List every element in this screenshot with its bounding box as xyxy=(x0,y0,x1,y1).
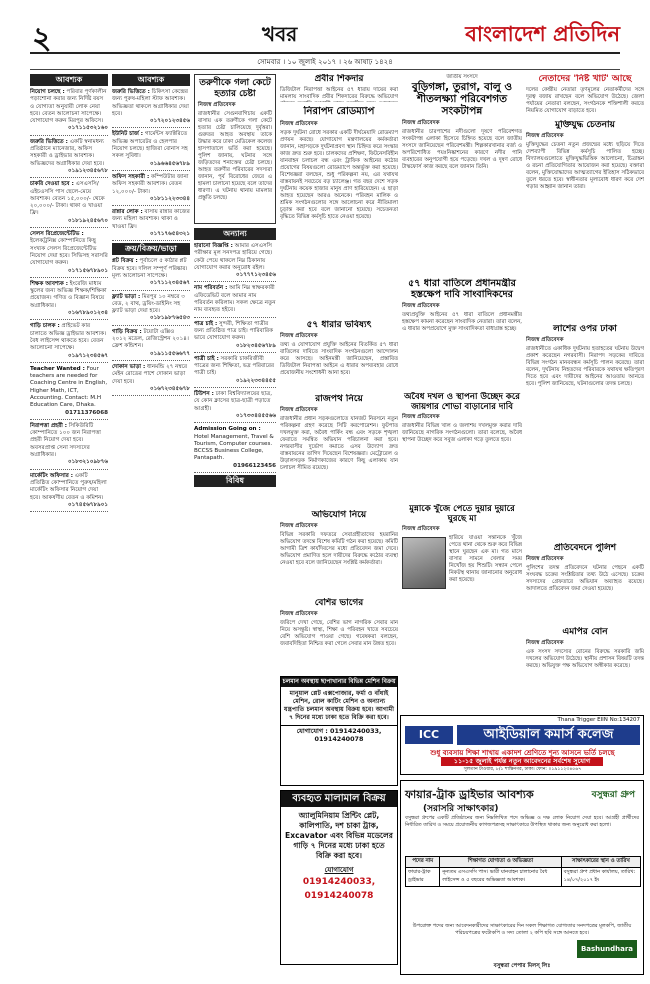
ad-body: ইলেকট্রনিক্স কোম্পানিতে কিছু সংখ্যক সেলস রিপ্রেজেন্টেটিভ নিয়োগ দেয়া হবে। সিভিসহ সরাসরি যোগাযোগ করুন। xyxy=(30,238,108,267)
ad-title: গাড়ি চালক : xyxy=(30,323,60,330)
story-body: তথ্য ও যোগাযোগ প্রযুক্তি আইনের বিতর্কিত ৫৭ ধারা বাতিলের দাবিতে সাংবাদিক সংগঠনগুলো আন্দোলন করে আসছে। আইনমন্ত্রী জানিয়েছেন, প্রস্তাবিত ডিজিটাল নিরাপত্তা আইনে এ ধারার অপব্যবহার রোধে প্রয়োজনীয় সংশোধনী আনা হবে। xyxy=(280,342,398,376)
table-cell: বসুন্ধরা গ্রুপ প্রধান কার্যালয়, তারিখ: ১৪/০৭/২০১৭ ইং xyxy=(561,868,640,887)
ad-body: ইংরেজি মাধ্যম স্কুলের জন্য অভিজ্ঞ শিক্ষক/শিক্ষিকা প্রয়োজন। গণিত ও বিজ্ঞান বিষয়ে অগ্রাধিকার। xyxy=(30,280,107,309)
story-byline: নিজস্ব প্রতিবেদক xyxy=(280,611,318,617)
classified-ad xyxy=(194,355,276,388)
ad-body: আমার এসএসসি পরীক্ষার মূল সনদপত্র হারিয়ে গেছে। কেউ পেয়ে থাকলে নিম্ন ঠিকানায় যোগাযোগ করার অনুরোধ রইল। xyxy=(194,243,273,271)
story-dhaka-dead xyxy=(526,324,644,539)
story-body: রাজধানীর প্রধান সড়কগুলোতে যানজট নিরসনে নতুন পরিকল্পনা গ্রহণ করেছে সিটি করপোরেশন। ফুটপাত দখলমুক্ত করা, অবৈধ পার্কিং বন্ধ এবং সড়কে শৃঙ্খলা ফেরাতে সমন্বিত অভিযান পরিচালনা করা হবে। নগরবাসীর দুর্ভোগ কমাতে এসব উদ্যোগ দ্রুত বাস্তবায়নের তাগিদ দিয়েছেন বিশেষজ্ঞরা। মেট্রোরেল ও উড়ালসড়ক নির্মাণকাজের কারণে কিছু এলাকায় যান চলাচল সীমিত রয়েছে। xyxy=(280,416,398,471)
ad-body: সরকারি চাকরিজীবী পাত্রের জন্য শিক্ষিতা, ভদ্র পরিবারের পাত্রী চাই। xyxy=(194,355,275,377)
ad-phone: ০১৯২২৩৩৪৪৫৫ xyxy=(236,377,276,384)
story-byline: নিজস্ব প্রতিবেদক xyxy=(280,407,318,413)
story-throat-slit xyxy=(194,74,276,224)
ad-title: মার্কেটিং অফিসার : xyxy=(30,472,74,479)
ad-phone: ০১৭৭৭১২৩৪৫৬ xyxy=(236,272,276,279)
ad-eiin: Thana Trigger EIIN No:134207 xyxy=(557,717,640,723)
story-headline: মুক্তিযুদ্ধ চেতনায় xyxy=(555,120,615,130)
classified-ad xyxy=(112,88,190,128)
classified-ad xyxy=(30,88,108,136)
ad-title: Teacher Wanted : xyxy=(30,365,85,372)
story-headline: তরুণীকে গলা কেটে হত্যার চেষ্টা xyxy=(199,78,271,99)
story-headline: ৫৭ ধারা বাতিলে প্রধানমন্ত্রীর হস্তক্ষেপ দাবি সাংবাদিকদের xyxy=(408,278,516,300)
story-rajpath xyxy=(280,394,398,506)
ad-body: গার্মেন্টস ফ্যাক্টরিতে অভিজ্ঞ অপারেটর ও হেলপার নিয়োগ চলছে। হাজিরা বোনাস সহ সকল সুবিধা। xyxy=(112,131,188,160)
ad-title: জরুরি ভিত্তিতে : xyxy=(30,138,68,145)
classified-ad xyxy=(194,320,276,353)
story-headline: রাজপথ নিয়ে xyxy=(315,394,363,404)
story-body: রাজধানীতে একাধিক দুর্ঘটনায় হতাহতের ঘটনায় উদ্বেগ প্রকাশ করেছেন নগরবাসী। নিরাপদ সড়কের দাবিতে বিভিন্ন সংগঠন মানববন্ধন কর্মসূচি পালন করেছে। তারা বলেন, দুর্ঘটনায় নিহতদের পরিবারকে যথাযথ ক্ষতিপূরণ দিতে হবে এবং দায়ীদের আইনের আওতায় আনতে হবে। পুলিশ জানিয়েছে, ঘটনাগুলোর তদন্ত চলছে। xyxy=(526,346,644,387)
story-body: রাজধানীর চারপাশের নদীগুলো দূষণে পরিবেশগত সংকটাপন্ন এলাকা হিসেবে চিহ্নিত হয়েছে বলে জাতীয় সংসদে জানিয়েছেন পরিবেশমন্ত্রী। শিল্পকারখানার বর্জ্য ও অপরিশোধিত পয়ঃনিষ্কাশনের কারণে নদীর পানি ব্যবহারের অনুপযোগী হয়ে পড়েছে। দখল ও দূষণ রোধে টাস্কফোর্স কাজ করছে বলে জানান তিনি। xyxy=(402,129,522,170)
story-byline: নিজস্ব প্রতিবেদক xyxy=(526,337,564,343)
classified-ad xyxy=(194,425,276,473)
ad-phone: ০১৮২৩৪৫৬৭৮৯ xyxy=(236,342,276,349)
ad-phone: ০১৮১১২২৩৩৪৪ xyxy=(150,195,190,202)
ad-body: কম্পিউটার জানা অফিস সহকারী আবশ্যক। বেতন ১২,০০০/- টাকা। xyxy=(112,173,189,195)
classified-ad xyxy=(112,257,190,290)
column-header-misc: অন্যান্য xyxy=(194,228,276,240)
classified-ad xyxy=(30,365,108,420)
story-57-repeal xyxy=(402,278,522,388)
classified-ad xyxy=(112,208,190,241)
ad-body: প্রাইভেট কার চালাতে অভিজ্ঞ ড্রাইভার আবশ্যক। বৈধ লাইসেন্স থাকতে হবে। বেতন আলোচনা সাপেক্ষে। xyxy=(30,323,107,352)
classified-ad xyxy=(112,363,190,396)
ad-phone: 01966123456 xyxy=(233,462,276,469)
classified-ad xyxy=(30,230,108,278)
story-probir-sikder xyxy=(280,74,398,102)
ad-phone: ০১৭১১২৩৪৫৬৭ xyxy=(150,280,190,287)
story-headline: বুড়িগঙ্গা, তুরাগ, বালু ও শীতলক্ষ্যা পরিবেশগত সংকটাপন্ন xyxy=(411,81,513,117)
story-byline: নিজস্ব প্রতিবেদক xyxy=(402,120,440,126)
ad-title: প্লট বিক্রয় : xyxy=(112,258,138,265)
classified-ad xyxy=(112,293,190,326)
ad-body: বাসায় রান্নার কাজের জন্য মহিলা আবশ্যক। থাকা ও খাওয়া ফ্রি। xyxy=(112,209,190,230)
ad-phone: ০১৭১৫৬৭৮৯০১ xyxy=(68,267,108,274)
ad-title: হারানো বিজ্ঞপ্তি : xyxy=(194,243,233,249)
column-header-buy-sell: ক্রয়/বিক্রয়/ভাড়া xyxy=(112,243,190,255)
story-headline: প্রবীর শিকদার xyxy=(314,74,364,84)
story-headline: নেতাদের 'নিষ্ট খাট' আছে xyxy=(538,74,632,84)
classified-ad xyxy=(194,390,276,423)
story-body: সড়ক দুর্ঘটনা রোধে সরকার একটি দীর্ঘমেয়াদি রোডম্যাপ প্রণয়ন করছে। যোগাযোগ মন্ত্রণালয়ের কর্মকর্তারা জানান, মহাসড়কে দুর্ঘটনাপ্রবণ স্থান চিহ্নিত করে সংস্কার কাজ দ্রুত শুরু হবে। চালকদের প্রশিক্ষণ, ফিটনেসবিহীন যানবাহন চলাচল বন্ধ এবং ট্রাফিক আইনের কঠোর প্রয়োগের বিষয়গুলো রোডম্যাপে অন্তর্ভুক্ত করা হয়েছে। বিশেষজ্ঞরা বলছেন, শুধু পরিকল্পনা নয়, এর যথাযথ বাস্তবায়নই সবচেয়ে বড় চ্যালেঞ্জ। গত বছর দেশে সড়ক দুর্ঘটনায় কয়েক হাজার মানুষ প্রাণ হারিয়েছেন। এ ছাড়া আহত হয়েছেন আরও অনেকে। পরিবহন মালিক ও শ্রমিক সংগঠনগুলোর সঙ্গে আলোচনা করে নীতিমালা চূড়ান্ত করা হবে বলে জানানো হয়েছে। সচেতনতা বৃদ্ধিতে বিভিন্ন কর্মসূচি হাতে নেওয়া হয়েছে। xyxy=(280,130,398,220)
ad-phone: ০১৭১৭৬৫৪৩২১ xyxy=(150,231,190,238)
story-body: ডিজিটাল নিরাপত্তা আইনের ৫৭ ধারায় দায়ের করা মামলায় সাংবাদিক প্রবীর শিকদারের বিরুদ্ধে অভিযোগ xyxy=(280,87,398,100)
story-safe-roadmap xyxy=(280,106,398,316)
story-body: হারিয়ে যাওয়া সন্তানকে খুঁজে পেতে থানা থেকে শুরু করে বিভিন্ন স্থানে ঘুরছেন এক মা। গত মাসে বাসার সামনে খেলার সময় নিখোঁজ হয় শিশুটি। সন্ধান পেলে নিকটস্থ থানায় জানানোর অনুরোধ করা হয়েছে। xyxy=(449,535,522,583)
college-admission-ad xyxy=(400,715,644,775)
notice-body: মানুয়াল প্লেট এক্সপোজার, ফর্মা ও বাঁধাই মেশিন, রোল কাটিং মেশিন ও অন্যান্য যন্ত্রপাতি চলমান অবস্থায় বিক্রয় হবে। আগামী ৭ দিনের মধ্যে ঢাকা হতে বিক্রি করা হবে। xyxy=(284,690,394,721)
column-header: আবশ্যক xyxy=(30,74,108,86)
story-byline: নিজস্ব প্রতিবেদক xyxy=(402,526,440,532)
ad-body: সুন্দরী, শিক্ষিতা পাত্রীর জন্য প্রতিষ্ঠিত পাত্র চাই। পারিবারিক ভাবে যোগাযোগ করুন। xyxy=(194,320,273,342)
ad-body: পূর্বাচলে ৫ কাঠার প্লট বিক্রয় হবে। দলিল সম্পূর্ণ পরিষ্কার। মূল্য আলোচনা সাপেক্ষে। xyxy=(112,258,188,279)
college-logo: ICC xyxy=(405,726,453,744)
ad-phone: ০১৭২০১২৩৪৫৬ xyxy=(150,118,190,125)
classified-ad xyxy=(30,138,108,178)
ad-phone: ০১৭১১৫৩২১৬০ xyxy=(68,125,108,132)
job-ad-title: ফায়ার-ট্রাক ড্রাইভার আবশ্যক xyxy=(405,788,534,801)
classified-ad xyxy=(30,422,108,470)
notice-contact: যোগাযোগ : 01914240033, 01914240078 xyxy=(281,725,397,744)
ad-phone: ০১৬৭৮৯০১২৩৪ xyxy=(68,310,108,317)
ad-phone: ০১৭৪৫৬৭৮৯০১ xyxy=(68,501,108,508)
story-byline: নিজস্ব প্রতিবেদক xyxy=(198,102,236,108)
story-body: দলের কেন্দ্রীয় নেতারা তৃণমূলের নেতাকর্মীদের সঙ্গে দূরত্ব বজায় রাখছেন বলে অভিযোগ উঠেছে। জেলা পর্যায়ের নেতারা বলছেন, সংগঠনকে শক্তিশালী করতে নিয়মিত যোগাযোগ বাড়াতে হবে। xyxy=(526,87,644,114)
ad-phone: ০১৮৩২১০৯৮৭৬ xyxy=(68,459,108,466)
ad-title: ইউনিট চার্জ : xyxy=(112,131,144,138)
story-mp-sister xyxy=(526,627,644,711)
story-body: জরিপে দেখা গেছে, বেশির ভাগ নাগরিক সেবার মান নিয়ে অসন্তুষ্ট। স্বাস্থ্য, শিক্ষা ও পরিবহন খাতে সবচেয়ে বেশি অভিযোগ পাওয়া গেছে। গবেষকরা বলছেন, জবাবদিহিতা নিশ্চিত করা গেলে সেবার মান উন্নত হবে। xyxy=(280,620,398,647)
story-rivers xyxy=(402,74,522,274)
notice-contact-label: যোগাযোগ xyxy=(324,866,354,874)
story-body: বিভিন্ন সরকারি দফতরে সেবাগ্রহীতাদের হয়রানির অভিযোগ তদন্তে বিশেষ কমিটি গঠন করা হয়েছে। কমিটি আগামী ত্রিশ কার্যদিবসের মধ্যে প্রতিবেদন জমা দেবে। অভিযোগ প্রমাণিত হলে দায়ীদের বিরুদ্ধে কঠোর ব্যবস্থা নেওয়া হবে বলে জানিয়েছেন সংশ্লিষ্ট কর্মকর্তারা। xyxy=(280,532,398,566)
story-missing-child xyxy=(402,504,522,709)
classified-ad xyxy=(30,472,108,512)
ad-title: টিউশন : xyxy=(194,391,214,398)
ad-body: মিরপুর ১০ নম্বরে ৩ বেড, ২ বাথ, ড্রয়িং-ডাইনিং সহ ফ্ল্যাট ভাড়া দেয়া হবে। xyxy=(112,293,185,315)
classified-ad xyxy=(112,173,190,206)
classified-ad xyxy=(30,180,108,228)
story-57-future xyxy=(280,320,398,390)
job-ad-instructions: উপরোক্ত পদের জন্য আবেদনকারীদের সাক্ষাৎকারের দিন সকল শিক্ষাগত যোগ্যতার সনদপত্রের মূলকপি, জাতীয় পরিচয়পত্রের ফটোকপি ও সদ্য তোলা ২ কপি ছবি সঙ্গে আনতে হবে। xyxy=(412,923,632,936)
table-row xyxy=(406,868,641,887)
story-body: পুলিশের তদন্ত প্রতিবেদনে ঘটনার পেছনে একটি সংঘবদ্ধ চক্রের সংশ্লিষ্টতার তথ্য উঠে এসেছে। চক্রের সদস্যদের গ্রেফতারে অভিযান অব্যাহত রয়েছে। আদালতে প্রতিবেদন জমা দেওয়া হয়েছে। xyxy=(526,565,644,592)
story-majority xyxy=(280,598,398,670)
story-headline: বেশির ভাগের xyxy=(314,598,364,608)
story-complaints xyxy=(280,510,398,594)
ad-body: একটি প্রতিষ্ঠিত কোম্পানিতে পুরুষ/মহিলা মার্কেটিং অফিসার নিয়োগ দেয়া হবে। আকর্ষণীয় বেতন ও কমিশন। xyxy=(30,472,107,501)
ad-title: পাত্রী চাই : xyxy=(194,355,219,362)
story-byline: নিজস্ব প্রতিবেদক xyxy=(280,333,318,339)
ad-phone: ০১৯১১৫৫৬৬৭৭ xyxy=(150,350,190,357)
classified-column-2 xyxy=(112,74,190,964)
story-headline: প্রতিবেদনে পুলিশ xyxy=(553,543,617,553)
ad-body: আমি নিম্ন স্বাক্ষরকারী এফিডেভিট বলে আমার নাম পরিবর্তন করিলাম। সকল ক্ষেত্রে নতুন নাম ব্যবহৃত হইবে। xyxy=(194,285,276,314)
ad-body: Hotel Management, Travel & Tourism, Computer courses. BCCSS Business College, Pantapath. xyxy=(194,433,274,462)
notice-body: অ্যালুমিনিয়াম প্রিন্টিং প্লেট, কালিপাতি, দশ চাকা ট্রাক, Excavator এবং বিভিন্ন মডেলের গাড়ি ৭ দিনের মধ্যে ঢাকা হতে বিক্রি করা হবে। xyxy=(285,811,393,860)
story-body: তথ্যপ্রযুক্তি আইনের ৫৭ ধারা বাতিলে প্রধানমন্ত্রীর হস্তক্ষেপ কামনা করেছেন সাংবাদিক নেতারা। তারা বলেন, এ ধারার অপপ্রয়োগে মুক্ত সাংবাদিকতা বাধাগ্রস্ত হচ্ছে। xyxy=(402,312,522,332)
story-kicker: জাতীয় সংসদে xyxy=(446,74,478,80)
page-number: ২ xyxy=(32,21,52,56)
ad-title: নিরাপত্তা প্রহরী : xyxy=(30,422,67,429)
column-header-misc-2: বিবিধ xyxy=(194,475,276,487)
ad-subtitle: শুধু ব্যবসায় শিক্ষা শাখায় একাদশ শ্রেণিতে শূন্য আসনে ভর্তি চলছে xyxy=(430,749,615,757)
ad-title: চাকরি দেওয়া হবে : xyxy=(30,181,74,188)
child-photo xyxy=(402,537,446,589)
ad-title: শিক্ষক আবশ্যক : xyxy=(30,280,68,287)
ad-title: পাত্র চাই : xyxy=(194,320,218,327)
story-byline: নিজস্ব প্রতিবেদক xyxy=(402,414,440,420)
ad-body: চিকিৎসা কেন্দ্রের জন্য পুরুষ-মহিলা স্টাফ আবশ্যক। অভিজ্ঞতা থাকলে অগ্রাধিকার দেয়া হবে। xyxy=(112,89,189,117)
story-headline: অভিযোগ নিয়ে xyxy=(311,510,367,520)
story-body: এক সংসদ সদস্যের বোনের বিরুদ্ধে সরকারি জমি দখলের অভিযোগ উঠেছে। স্থানীয় প্রশাসন বিষয়টি তদন্ত করছে। অভিযুক্ত পক্ষ অভিযোগ অস্বীকার করেছে। xyxy=(526,649,644,669)
ad-phone: ০১৮১৯৮৭৬৫৪৩ xyxy=(150,315,190,322)
classified-ad xyxy=(112,328,190,361)
classified-ad xyxy=(194,242,276,282)
story-body: রাজধানীর বিভিন্ন খাল ও জলাশয় দখলমুক্ত করার দাবি জানিয়েছে নাগরিক সংগঠনগুলো। তারা বলেছে, অবৈধ স্থাপনা উচ্ছেদ করে সবুজ এলাকা গড়ে তুলতে হবে। xyxy=(402,423,522,443)
ad-body: Four teachers are needed for Coaching Centre in English, Higher Math, ICT, Accounting. Contact: M.H Education Care, Dhaka. xyxy=(30,365,108,409)
table-cell: নূন্যতম এসএসসি পাস। ভারী যানবাহন চালানোর বৈধ লাইসেন্স ও ৫ বছরের অভিজ্ঞতা আবশ্যক। xyxy=(440,868,561,887)
story-byline: নিজস্ব প্রতিবেদক xyxy=(526,133,564,139)
classified-ad xyxy=(30,322,108,362)
story-body: রাজধানীর সেগুনবাগিচায় একটি বাসায় এক তরুণীকে গলা কেটে হত্যার চেষ্টা চালিয়েছে দুর্বৃত্তরা। গুরুতর আহত অবস্থায় তাকে উদ্ধার করে ঢাকা মেডিকেল কলেজ হাসপাতালে ভর্তি করা হয়েছে। পুলিশ জানায়, ঘটনার সঙ্গে জড়িতদের শনাক্তের চেষ্টা চলছে। আহত তরুণীর পরিবারের সদস্যরা জানান, পূর্ব বিরোধের জেরে এ হামলা চালানো হয়েছে বলে তাদের ধারণা। এ ঘটনায় থানায় মামলার প্রস্তুতি চলছে। xyxy=(198,111,272,201)
ad-phone: ০১৬৭২৩৪৫৬৭৮ xyxy=(150,385,190,392)
table-header: সাক্ষাৎকারের স্থান ও তারিখ xyxy=(561,857,640,868)
story-byline: নিজস্ব প্রতিবেদক xyxy=(526,556,564,562)
ad-title: গাড়ি বিক্রয় : xyxy=(112,328,142,335)
notice-contact: 01914240033, 01914240078 xyxy=(302,877,376,901)
ad-body: ঢাকা বিশ্ববিদ্যালয়ের ছাত্র, যে কোন ক্লাসের ছাত্র-ছাত্রী পড়াতে আগ্রহী। xyxy=(194,391,272,412)
story-byline: নিজস্ব প্রতিবেদক xyxy=(402,303,440,309)
ad-phone: ০১৮১৯২৪৫৬৭০ xyxy=(68,217,108,224)
ad-title: নিয়োগ চলছে : xyxy=(30,89,65,95)
story-leaders xyxy=(526,74,644,116)
ad-title: রান্নার লোক : xyxy=(112,209,143,216)
classified-column-1 xyxy=(30,74,108,964)
story-headline: ৫৭ ধারার ভবিষ্যৎ xyxy=(306,320,372,330)
story-headline: নিরাপদ রোডম্যাপ xyxy=(303,106,375,117)
notice-title: চলমান অবস্থায় ছাপাখানার বিভিন্ন মেশিন বিক্রয় xyxy=(282,678,396,685)
story-byline: নিজস্ব প্রতিবেদক xyxy=(526,640,564,646)
story-headline: অবৈধ দখল ও স্থাপনা উচ্ছেদ করে জায়গার শোভা বাড়ানোর দাবি xyxy=(404,392,520,412)
column-header: আবশ্যক xyxy=(112,74,190,86)
story-byline: নিজস্ব প্রতিবেদক xyxy=(280,523,318,529)
dateline: সোমবার । ১০ জুলাই ২০১৭ । ২৬ আষাঢ় ১৪২৪ xyxy=(30,56,620,70)
ad-address: সুলতান টাওয়ার, ৮/১ শান্তিনগর, ঢাকা। ফোন: ০১৯১১২৩৪৫৬৭ xyxy=(463,767,582,772)
fire-truck-driver-job-ad xyxy=(400,780,644,975)
ad-title: সেলস রিপ্রেজেন্টেটিভ : xyxy=(30,231,84,238)
classified-ad xyxy=(194,284,276,317)
job-ad-description: বসুন্ধরা গ্রুপের একটি প্রতিষ্ঠানের জন্য নিম্নলিখিত পদে অভিজ্ঞ ও দক্ষ লোক নিয়োগ দেয়া হবে। আগ্রহী প্রার্থীদের নির্ধারিত তারিখ ও সময়ে প্রয়োজনীয় কাগজপত্রসহ সাক্ষাৎকারে উপস্থিত থাকার জন্য অনুরোধ করা হলো। xyxy=(405,815,639,828)
bashundhara-logo: Bashundhara xyxy=(577,940,637,958)
story-headline: মুন্নাকে খুঁজে পেতে দুয়ার দুয়ারে ঘুরছে মা xyxy=(409,504,515,524)
notice-machine-sale xyxy=(280,676,398,786)
classified-ad xyxy=(30,280,108,320)
story-liberation xyxy=(526,120,644,320)
ad-title: Admission Going on : xyxy=(194,426,261,433)
classified-column-3 xyxy=(194,228,276,964)
table-cell: ফায়ার-ট্রাক ড্রাইভার xyxy=(406,868,440,887)
ad-phone: ০১৯৬৬৪৫৬৭৮৯ xyxy=(150,160,190,167)
job-ad-subtitle: (সরাসরি সাক্ষাৎকার) xyxy=(423,804,499,814)
job-ad-footer: বসুন্ধরা পেপার মিলস্ লিঃ xyxy=(493,963,551,969)
ad-phone: 01711376068 xyxy=(65,409,108,416)
ad-deadline: ১১-১৫ জুলাই পর্যন্ত নতুন আবেদনের সর্বশেষ সুযোগ xyxy=(441,757,603,766)
ad-body: টয়োটা এক্সিও ২০১২ মডেল, রেজিস্ট্রেশন ২০১৪। ফ্রেশ কন্ডিশন। xyxy=(112,328,189,350)
story-headline: এমপির বোন xyxy=(562,627,608,637)
story-police-report xyxy=(526,543,644,623)
ad-body: একটি স্বনামধন্য প্রতিষ্ঠানে ম্যানেজার, অফিস সহকারী ও ড্রাইভার আবশ্যক। অভিজ্ঞদের অগ্রাধিকার দেয়া হবে। xyxy=(30,138,104,167)
ad-title: দোকান ভাড়া : xyxy=(112,363,146,370)
college-name: আইডিয়াল কমার্স কলেজ xyxy=(457,725,640,745)
masthead xyxy=(30,14,620,54)
ad-body: ধানমন্ডি ২৭ নম্বরে মেইন রোডের পাশে দোকান ভাড়া দেয়া হবে। xyxy=(112,363,188,385)
ad-title: অফিস সহকারী : xyxy=(112,173,150,180)
ad-title: ফ্ল্যাট ভাড়া : xyxy=(112,293,141,300)
table-header: শিক্ষাগত যোগ্যতা ও অভিজ্ঞতা xyxy=(440,857,561,868)
story-headline: লাশের ওপর ঢাকা xyxy=(553,324,617,334)
newspaper-logo: বাংলাদেশ প্রতিদিন xyxy=(465,21,620,46)
table-header: পদের নাম xyxy=(406,857,440,868)
story-body: মুক্তিযুদ্ধের চেতনা নতুন প্রজন্মের মধ্যে ছড়িয়ে দিতে দেশব্যাপী বিভিন্ন কর্মসূচি পালিত হচ্ছে। বিদ্যালয়গুলোতে মুক্তিযুদ্ধভিত্তিক আলোচনা, চিত্রাঙ্কন ও রচনা প্রতিযোগিতার আয়োজন করা হয়েছে। বক্তারা বলেন, মুক্তিযোদ্ধাদের আত্মত্যাগের ইতিহাস সঠিকভাবে তুলে ধরতে হবে। স্বাধীনতার মূল্যবোধ ধারণ করে দেশ গড়ার আহ্বান জানান তারা। xyxy=(526,142,644,190)
notice-used-goods xyxy=(280,790,398,965)
job-table xyxy=(405,856,641,887)
ad-body: এসএসসি/এইচএসসি পাস ছেলে-মেয়ে আবশ্যক। বেতন ১৫,০০০/- থেকে ২০,০০০/- টাকা। থাকা ও খাওয়া ফ্রি। xyxy=(30,181,105,217)
ad-phone: ০১৯১২৩৪৫৬৭৮ xyxy=(68,167,108,174)
ad-title: নাম পরিবর্তন : xyxy=(194,285,228,292)
ad-body: পরিবার পূর্ণকালীন পড়াশোনা করার জন্য নির্দিষ্ট বয়স ও যোগ্যতা অনুযায়ী লোক নেয়া হবে। বেতন আলোচনা সাপেক্ষে। যোগাযোগ করুন মিরপুর অফিসে। xyxy=(30,89,107,125)
story-byline: নিজস্ব প্রতিবেদক xyxy=(280,121,318,127)
ad-body: সিকিউরিটি কোম্পানিতে ১০০ জন নিরাপত্তা প্রহরী নিয়োগ দেয়া হবে। অবসরপ্রাপ্ত সেনা সদস্যদের অগ্রাধিকার। xyxy=(30,422,101,459)
ad-phone: ০১৯৭১২৩৪৫৬৭ xyxy=(68,352,108,359)
section-title: খবর xyxy=(262,22,298,46)
story-illegal-structures xyxy=(402,392,522,500)
classified-ad xyxy=(112,130,190,170)
notice-title: ব্যবহৃত মালামাল বিক্রয় xyxy=(281,791,397,807)
company-logo: বসুন্ধরা গ্রুপ xyxy=(591,790,635,800)
ad-title: জরুরি ভিত্তিতে : xyxy=(112,89,150,95)
ad-phone: ০১৭৩৩৪৪৫৫৬৬ xyxy=(236,412,276,419)
